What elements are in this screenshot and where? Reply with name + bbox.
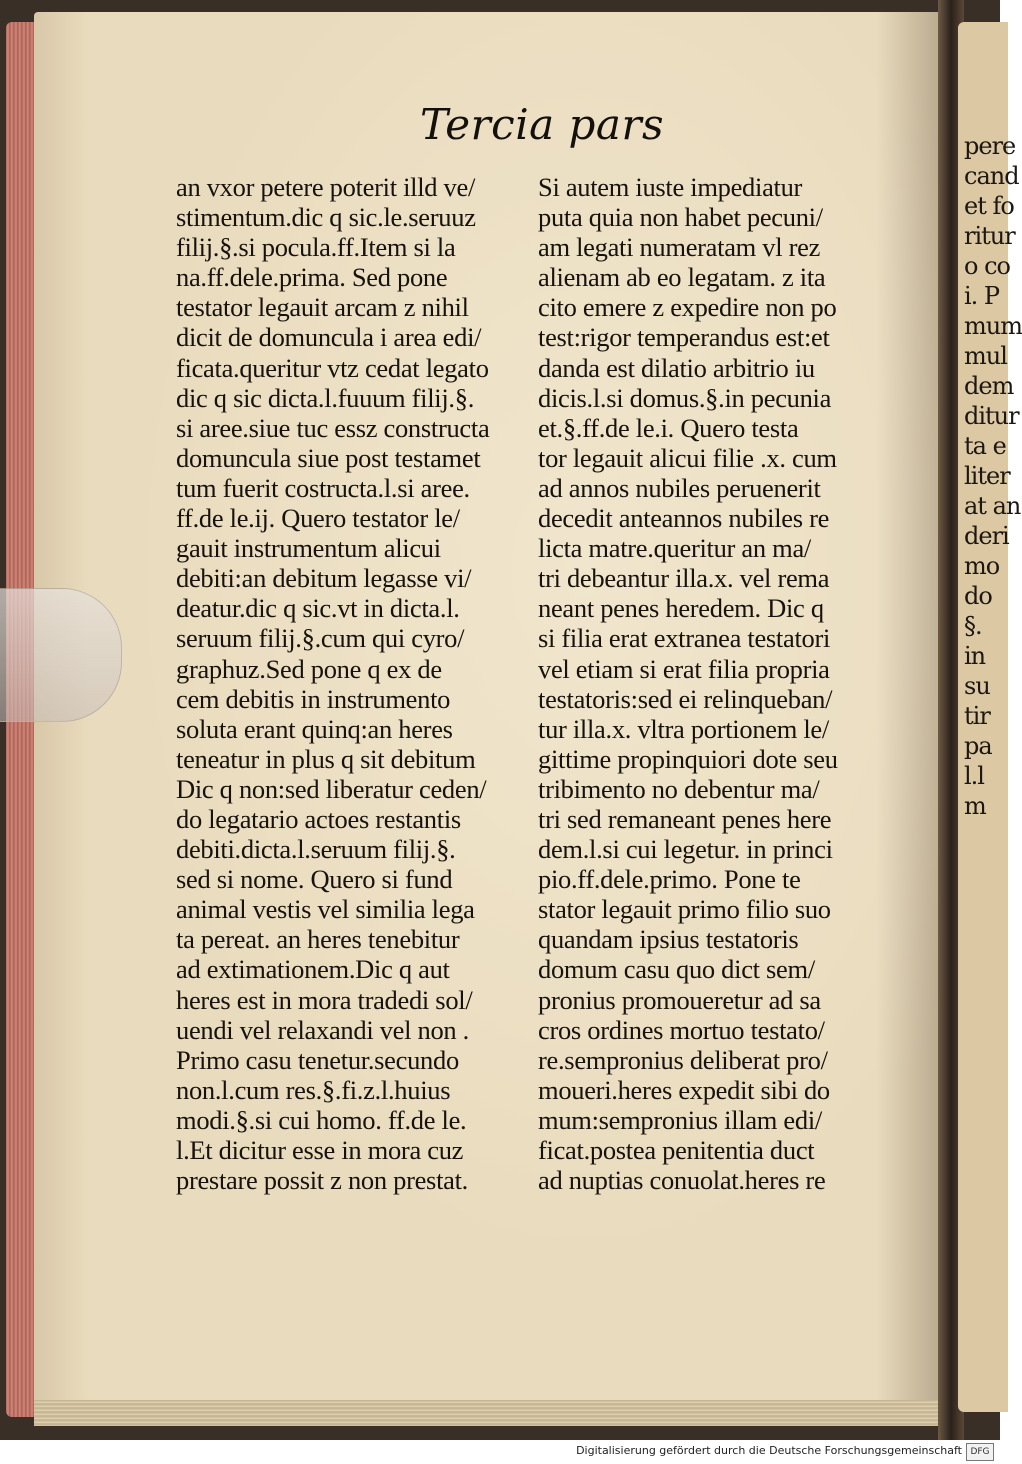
text-line: Primo casu tenetur.secundo: [176, 1044, 459, 1075]
text-line: mum:sempronius illam edi/: [538, 1104, 822, 1135]
text-line: teneatur in plus q sit debitum: [176, 743, 476, 774]
text-line: ad extimationem.Dic q aut: [176, 954, 450, 985]
text-line: ad annos nubiles peruenerit: [538, 472, 821, 503]
text-line: soluta erant quinq:an heres: [176, 713, 453, 744]
text-line: non.l.cum res.§.fi.z.l.huius: [176, 1074, 451, 1105]
next-page-fragment: [958, 22, 1022, 1412]
text-line: modi.§.si cui homo. ff.de le.: [176, 1104, 467, 1135]
text-line: domum casu quo dict sem/: [538, 954, 815, 985]
text-line: stator legauit primo filio suo: [538, 894, 831, 925]
text-line: tum fuerit costructa.l.si aree.: [176, 472, 470, 503]
text-line: sed si nome. Quero si fund: [176, 864, 453, 895]
text-line: test:rigor temperandus est:et: [538, 322, 830, 353]
next-page-text-fragment: ritur: [964, 222, 1015, 250]
next-page-text-fragment: o co: [964, 252, 1010, 280]
text-line: filij.§.si pocula.ff.Item si la: [176, 232, 456, 263]
text-line: tribimento no debentur ma/: [538, 773, 820, 804]
text-line: ad nuptias conuolat.heres re: [538, 1165, 826, 1196]
text-line: Dic q non:sed liberatur ceden/: [176, 773, 487, 804]
next-page-text-fragment: mum: [964, 312, 1022, 340]
text-line: tri sed remaneant penes here: [538, 803, 832, 834]
next-page-text-fragment: deri: [964, 522, 1009, 550]
text-line: cem debitis in instrumento: [176, 683, 451, 714]
text-line: uendi vel relaxandi vel non .: [176, 1014, 470, 1045]
next-page-text-fragment: pere: [964, 132, 1016, 160]
text-line: decedit anteannos nubiles re: [538, 503, 830, 534]
left-text-column: [176, 172, 489, 1195]
text-line: danda est dilatio arbitrio iu: [538, 352, 815, 383]
funding-credit: Digitalisierung gefördert durch die Deutsche Forschungsgemeinschaft: [576, 1444, 962, 1457]
text-line: heres est in mora tradedi sol/: [176, 984, 473, 1015]
next-page-text-fragment: at an: [964, 492, 1021, 520]
next-page-text-fragment: pa: [964, 732, 992, 760]
text-line: puta quia non habet pecuni/: [538, 202, 823, 233]
text-line: re.sempronius deliberat pro/: [538, 1044, 828, 1075]
text-line: prestare possit z non prestat.: [176, 1165, 468, 1196]
text-line: cros ordines mortuo testato/: [538, 1014, 825, 1045]
text-line: seruum filij.§.cum qui cyro/: [176, 623, 465, 654]
text-line: do legatario actoes restantis: [176, 803, 461, 834]
next-page-text-fragment: m: [964, 792, 986, 820]
next-page-text-fragment: mo: [964, 552, 1000, 580]
text-line: dem.l.si cui legetur. in princi: [538, 834, 833, 865]
text-line: l.Et dicitur esse in mora cuz: [176, 1135, 464, 1165]
running-header: Tercia pars: [420, 100, 665, 149]
text-line: domuncula siue post testamet: [176, 442, 481, 473]
text-line: debiti:an debitum legasse vi/: [176, 563, 472, 594]
next-page-text-fragment: liter: [964, 462, 1010, 490]
text-line: am legati numeratam vl rez: [538, 232, 821, 263]
right-text-column: [538, 172, 838, 1195]
text-line: animal vestis vel similia lega: [176, 894, 475, 925]
text-line: an vxor petere poterit illd ve/: [176, 172, 476, 202]
next-page-text-fragment: su: [964, 672, 990, 700]
next-page-text-fragment: do: [964, 582, 992, 610]
footer-bar: [0, 1440, 1000, 1464]
text-line: ficata.queritur vtz cedat legato: [176, 352, 489, 383]
text-line: neant penes heredem. Dic q: [538, 593, 824, 624]
text-line: alienam ab eo legatam. z ita: [538, 262, 826, 293]
text-line: na.ff.dele.prima. Sed pone: [176, 262, 448, 293]
text-line: Si autem iuste impediatur: [538, 172, 803, 202]
next-page-text-fragment: i. P: [964, 282, 1000, 310]
text-line: si filia erat extranea testatori: [538, 623, 831, 654]
text-line: licta matre.queritur an ma/: [538, 533, 811, 564]
text-line: debiti.dicta.l.seruum filij.§.: [176, 834, 456, 865]
text-line: gittime propinquiori dote seu: [538, 743, 838, 774]
dfg-logo: DFG: [966, 1443, 994, 1461]
text-line: dic q sic dicta.l.fuuum filij.§.: [176, 382, 475, 413]
text-line: pronius promoueretur ad sa: [538, 984, 821, 1015]
text-line: si aree.siue tuc essz constructa: [176, 412, 490, 443]
text-line: tor legauit alicui filie .x. cum: [538, 442, 837, 473]
text-line: graphuz.Sed pone q ex de: [176, 653, 442, 684]
text-line: ta pereat. an heres tenebitur: [176, 924, 460, 955]
text-line: dicit de domuncula i area edi/: [176, 322, 482, 353]
bottom-page-edges: [34, 1400, 949, 1426]
next-page-text-fragment: §.: [964, 612, 982, 640]
text-line: stimentum.dic q sic.le.seruuz: [176, 202, 476, 233]
text-line: pio.ff.dele.primo. Pone te: [538, 864, 801, 895]
next-page-text-fragment: et fo: [964, 192, 1014, 220]
next-page-text-fragment: ta e: [964, 432, 1006, 460]
text-line: cito emere z expedire non po: [538, 292, 837, 323]
text-line: ficat.postea penitentia duct: [538, 1135, 815, 1165]
text-line: testator legauit arcam z nihil: [176, 292, 469, 323]
next-page-text-fragment: in: [964, 642, 986, 670]
next-page-text-fragment: mul: [964, 342, 1007, 370]
text-line: et.§.ff.de le.i. Quero testa: [538, 412, 799, 443]
text-line: gauit instrumentum alicui: [176, 533, 441, 564]
next-page-text-fragment: l.l: [964, 762, 984, 790]
text-line: dicis.l.si domus.§.in pecunia: [538, 382, 832, 413]
next-page-text-fragment: ditur: [964, 402, 1019, 430]
next-page-text-fragment: tir: [964, 702, 990, 730]
next-page-text-fragment: cand: [964, 162, 1019, 190]
text-line: moueri.heres expedit sibi do: [538, 1074, 830, 1105]
text-line: vel etiam si erat filia propria: [538, 653, 830, 684]
text-line: tri debeantur illa.x. vel rema: [538, 563, 830, 594]
thumb-holding-page: [0, 588, 122, 722]
text-line: testatoris:sed ei relinqueban/: [538, 683, 833, 714]
text-line: tur illa.x. vltra portionem le/: [538, 713, 829, 744]
text-line: quandam ipsius testatoris: [538, 924, 799, 955]
next-page-text-fragment: dem: [964, 372, 1014, 400]
text-line: ff.de le.ij. Quero testator le/: [176, 503, 460, 534]
text-line: deatur.dic q sic.vt in dicta.l.: [176, 593, 460, 624]
